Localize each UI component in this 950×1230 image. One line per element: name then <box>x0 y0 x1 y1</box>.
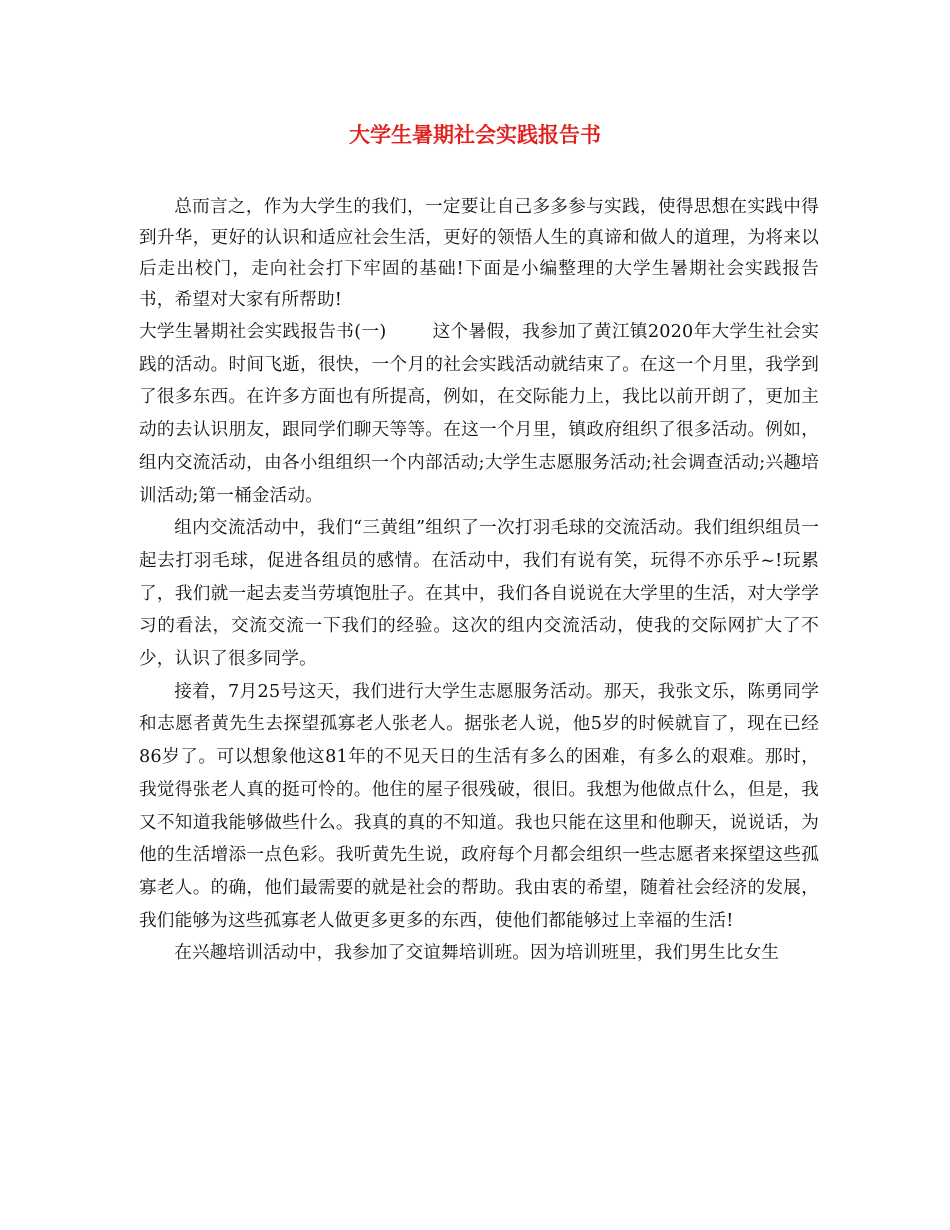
document-body <box>139 192 819 970</box>
paragraph-1-text: 这个暑假，我参加了黄江镇2020年大学生社会实践的活动。时间飞逝，很快，一个月的社会实践活动就结束了。在这一个月里，我学到了很多东西。在许多方面也有所提高，例如，在交际能力上，我比以前开朗了，更加主动的去认识朋友，跟同学们聊天等等。在这一个月里，镇政府组织了很多活动。例如，组内交流活动，由各小组组织一个内部活动;大学生志愿服务活动;社会调查活动;兴趣培训活动;第一桶金活动。 <box>139 322 819 506</box>
page-title: 大学生暑期社会实践报告书 <box>349 123 601 147</box>
section-paragraph-1 <box>139 316 819 512</box>
paragraph-3: 接着，7月25号这天，我们进行大学生志愿服务活动。那天，我张文乐，陈勇同学和志愿者黄先生去探望孤寡老人张老人。据张老人说，他5岁的时候就盲了，现在已经86岁了。可以想象他这81年的不见天日的生活有多么的困难，有多么的艰难。那时，我觉得张老人真的挺可怜的。他住的屋子很残破，很旧。我想为他做点什么，但是，我又不知道我能够做些什么。我真的真的不知道。我也只能在这里和他聊天，说说话，为他的生活增添一点色彩。我听黄先生说，政府每个月都会组织一些志愿者来探望这些孤寡老人。的确，他们最需要的就是社会的帮助。我由衷的希望，随着社会经济的发展，我们能够为这些孤寡老人做更多更多的东西，使他们都能够过上幸福的生活! <box>139 681 819 931</box>
section-heading: 大学生暑期社会实践报告书(一) <box>139 322 387 342</box>
paragraph-2: 组内交流活动中，我们“三黄组”组织了一次打羽毛球的交流活动。我们组织组员一起去打羽毛球，促进各组员的感情。在活动中，我们有说有笑，玩得不亦乐乎~!玩累了，我们就一起去麦当劳填饱肚子。在其中，我们各自说说在大学里的生活，对大学学习的看法，交流交流一下我们的经验。这次的组内交流活动，使我的交际网扩大了不少，认识了很多同学。 <box>139 518 819 670</box>
paragraph-4: 在兴趣培训活动中，我参加了交谊舞培训班。因为培训班里，我们男生比女生 <box>174 943 780 964</box>
intro-paragraph: 总而言之，作为大学生的我们，一定要让自己多多参与实践，使得思想在实践中得到升华，更好的认识和适应社会生活，更好的领悟人生的真谛和做人的道理，为将来以后走出校门，走向社会打下牢固的基础!下面是小编整理的大学生暑期社会实践报告书，希望对大家有所帮助! <box>139 197 819 310</box>
